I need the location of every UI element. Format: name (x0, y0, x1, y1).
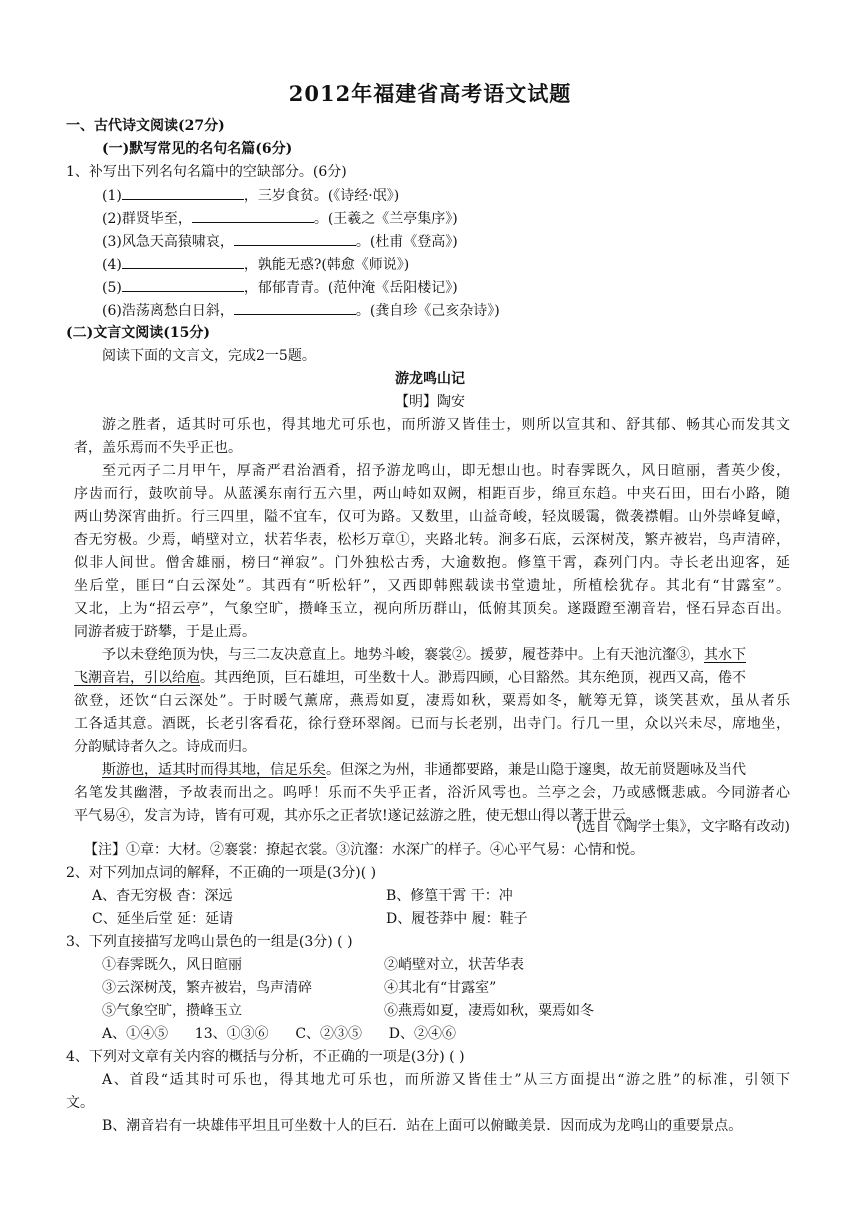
fill-item-1: (1) ，三岁食贫。(《诗经·氓》) (102, 185, 818, 206)
underlined-sentence: 斯游也，适其时而得其地，信足乐矣 (102, 762, 326, 778)
question-3-item: ②峭壁对立，状苦华表 (384, 957, 524, 973)
question-3-item: ①春霁既久，风日暄丽 (102, 957, 242, 973)
source-citation: (选自《陶学士集》，文字略有改动) (576, 819, 790, 835)
annotation-notes: 【注】①章：大材。②褰裳：撩起衣裳。③沆瀣：水深广的样子。④心平气易：心情和悦。 (84, 842, 644, 858)
fill-item-2: (2)群贤毕至， 。(王羲之《兰亭集序》) (102, 208, 818, 229)
underlined-sentence: 飞潮音岩，引以给庖 (74, 670, 200, 686)
essay-paragraph-2-line: 同游者疲于跻攀，于是止焉。 (74, 624, 256, 640)
question-2-option-c[interactable]: C、延坐后堂 延：延请 (92, 911, 234, 927)
essay-paragraph-2-line: 序齿而行，鼓吹前导。从蓝溪东南行五六里，两山峙如双阙，相距百步，绵亘东趋。中夹石田，田右小路，随 (74, 486, 790, 502)
answer-blank[interactable] (122, 254, 244, 269)
section-heading-1: 一、古代诗文阅读(27分) (66, 118, 225, 134)
answer-blank[interactable] (122, 185, 244, 200)
answer-blank[interactable] (234, 231, 356, 246)
essay-paragraph-2-line: 至元丙子二月甲午，厚斋严君治酒肴，招予游龙鸣山，即无想山也。时春霁既久，风日暄丽，耆英少俊， (102, 463, 790, 479)
underlined-sentence: 其水下 (704, 647, 746, 663)
essay-paragraph-3-line: 欲登，还饮“白云深处”。于时暖气薰席，燕焉如夏，凄焉如秋，粟焉如冬，觥筹无算，谈笑甚欢，虽从者乐 (74, 693, 790, 709)
essay-paragraph-2-line: 又北，上为“招云亭”，气象空旷，攒峰玉立，视向所历群山，低俯其顶矣。遂蹑蹬至潮音岩，怪石异态百出。 (74, 601, 790, 617)
essay-paragraph-3-line: 分韵赋诗者久之。诗成而归。 (74, 739, 256, 755)
question-3-item: ③云深树茂，繁卉被岩，鸟声清碎 (102, 980, 312, 996)
essay-paragraph-2-line: 杳无穷极。少焉，峭壁对立，状若华表，松杉万章①，夹路北转。涧多石底，云深树茂，繁卉被岩，鸟声清碎， (74, 532, 790, 548)
essay-paragraph-3-line: 予以未登绝顶为快，与三二友决意直上。地势斗峻，褰裳②。援萝，履苍莽中。上有天池沆瀣③，其水下 (102, 647, 746, 663)
reading-instruction: 阅读下面的文言文，完成2一5题。 (102, 348, 316, 364)
answer-blank[interactable] (122, 277, 244, 292)
answer-blank[interactable] (192, 208, 314, 223)
essay-paragraph-3-line: 飞潮音岩，引以给庖。其西绝顶，巨石雄坦，可坐数十人。渺焉四顾，心目豁然。其东绝顶，视西又高，倦不 (74, 670, 746, 686)
answer-blank[interactable] (234, 300, 356, 315)
essay-author: 【明】陶安 (395, 394, 465, 410)
question-3-item: ④其北有“甘露室” (384, 980, 497, 996)
subsection-heading-2: (二)文言文阅读(15分) (66, 325, 210, 341)
subsection-heading-1: (一)默写常见的名句名篇(6分) (102, 141, 293, 157)
question-2-option-b[interactable]: B、修篁干霄 干：冲 (386, 888, 513, 904)
essay-title: 游龙鸣山记 (395, 371, 465, 387)
fill-item-4: (4) ，孰能无惑?(韩愈《师说》) (102, 254, 818, 275)
essay-paragraph-4-line: 平气易④，发言为诗，皆有可观，其亦乐之正者欤!遂记兹游之胜，使无想山得以著于世云。 (74, 808, 640, 824)
essay-paragraph-2-line: 两山势深宵曲折。行三四里，隘不宜车，仅可为路。又数里，山益奇峻，轻岚暖霭，微袭襟帽。山外崇峰复嶂， (74, 509, 790, 525)
question-3-choices[interactable]: A、①④⑤ 13、①③⑥ C、②③⑤ D、②④⑥ (102, 1026, 456, 1042)
page-title: 2012年福建省高考语文试题 (288, 81, 572, 106)
question-4-option-a[interactable]: A、首段“适其时可乐也，得其地尤可乐也，而所游又皆佳士”从三方面提出“游之胜”的标准，引领下 (102, 1072, 790, 1088)
question-4-option-a-continued[interactable]: 文。 (66, 1095, 94, 1111)
essay-paragraph-1-line: 者，盖乐焉而不失乎正也。 (74, 440, 242, 456)
question-1-stem: 1、补写出下列名句名篇中的空缺部分。(6分) (66, 164, 347, 180)
essay-paragraph-4-line: 名笔发其幽潜，予故表而出之。呜呼！乐而不失乎正者，浴沂风雩也。兰亭之会，乃或感慨悲戚。今同游者心 (74, 785, 790, 801)
fill-item-6: (6)浩荡离愁白日斜， 。(龚自珍《己亥杂诗》) (102, 300, 818, 321)
essay-paragraph-1-line: 游之胜者，适其时可乐也，得其地尤可乐也，而所游又皆佳士，则所以宣其和、舒其郁、畅其心而发其文 (102, 417, 790, 433)
question-4-stem: 4、下列对文章有关内容的概括与分析，不正确的一项是(3分) ( ) (66, 1049, 465, 1065)
essay-paragraph-3-line: 工各适其意。酒既，长老引客看花，徐行登环翠阁。已而与长老别，出寺门。行几一里，众以兴未尽，席地坐， (74, 716, 790, 732)
question-3-stem: 3、下列直接描写龙鸣山景色的一组是(3分) ( ) (66, 934, 353, 950)
essay-paragraph-2-line: 似非人间世。僧舍雄丽，榜曰“禅寂”。门外独松古秀，大逾数抱。修篁干霄，森列门内。寺长老出迎客，延 (74, 555, 790, 571)
essay-paragraph-4-line: 斯游也，适其时而得其地，信足乐矣。但深之为州，非通都要路，兼是山隐于邃奥，故无前贤题咏及当代 (102, 762, 746, 778)
fill-item-3: (3)风急天高猿啸哀， 。(杜甫《登高》) (102, 231, 818, 252)
question-2-option-d[interactable]: D、履苍莽中 履：鞋子 (386, 911, 528, 927)
question-3-item: ⑤气象空旷，攒峰玉立 (102, 1003, 242, 1019)
essay-paragraph-2-line: 坐后堂，匪曰“白云深处”。其西有“听松轩”，又西即韩熙载读书堂遗址，所植桧犹存。其北有“甘露室”。 (74, 578, 790, 594)
question-3-item: ⑥燕焉如夏，凄焉如秋，粟焉如冬 (384, 1003, 594, 1019)
question-4-option-b[interactable]: B、潮音岩有一块雄伟平坦且可坐数十人的巨石．站在上面可以俯瞰美景．因而成为龙鸣山的重要景点。 (102, 1118, 743, 1134)
question-2-stem: 2、对下列加点词的解释，不正确的一项是(3分)( ) (66, 865, 377, 881)
fill-item-5: (5) ，郁郁青青。(范仲淹《岳阳楼记》) (102, 277, 818, 298)
question-2-option-a[interactable]: A、杳无穷极 杳：深远 (92, 888, 233, 904)
